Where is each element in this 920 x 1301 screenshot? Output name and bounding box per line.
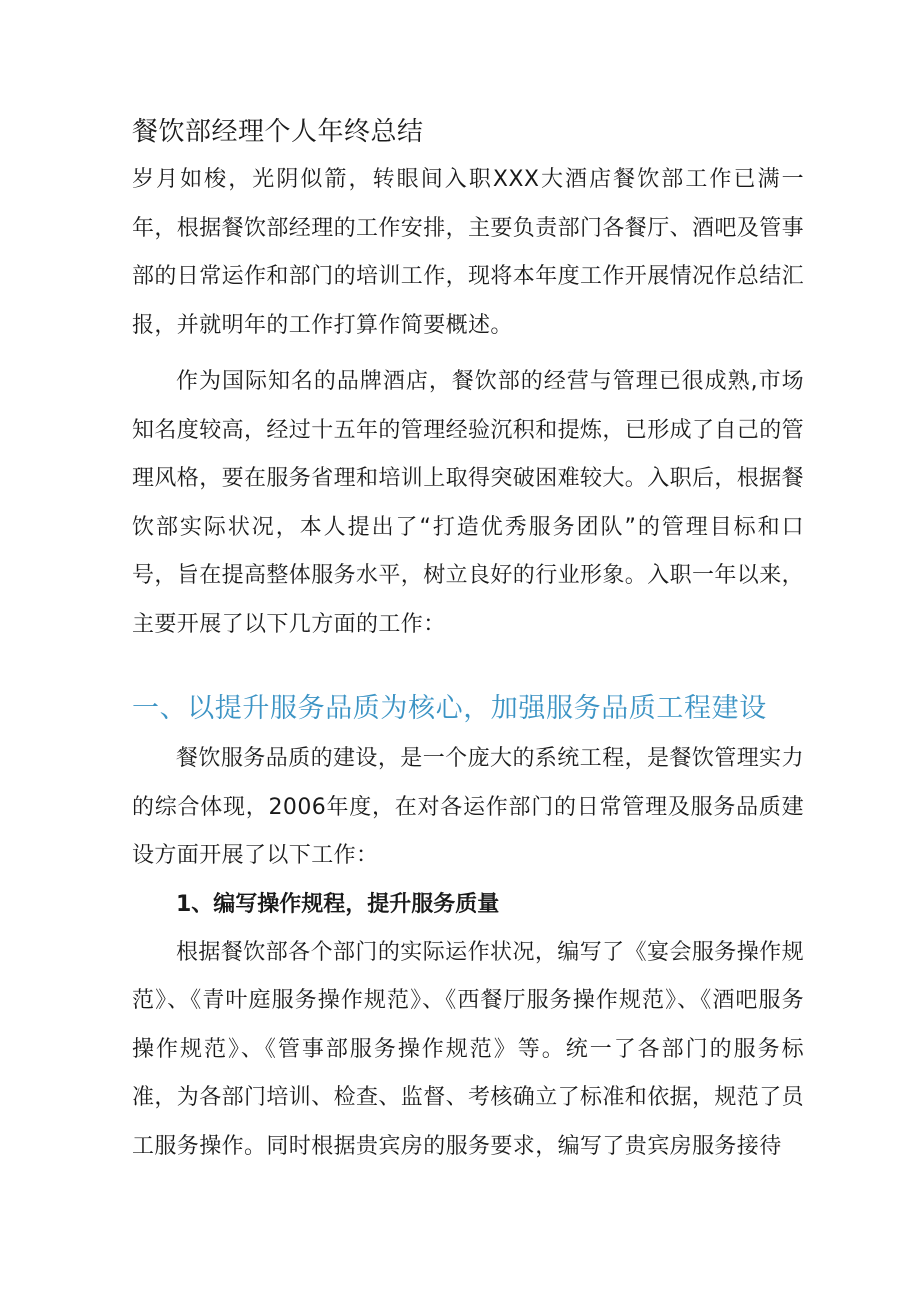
- background-paragraph: 作为国际知名的品牌酒店，餐饮部的经营与管理已很成熟,市场知名度较高，经过十五年的管理经验沉积和提炼，已形成了自己的管理风格，要在服务省理和培训上取得突破困难较大。入职后，根据餐饮部实际状况，本人提出了“打造优秀服务团队”的管理目标和口号，旨在提高整体服务水平，树立良好的行业形象。入职一年以来，主要开展了以下几方面的工作：: [132, 369, 805, 637]
- subsection-1-paragraph: 根据餐饮部各个部门的实际运作状况，编写了《宴会服务操作规范》、《青叶庭服务操作规范》、《西餐厅服务操作规范》、《酒吧服务操作规范》、《管事部服务操作规范》等。统一了各部门的服务标准，为各部门培训、检查、监督、考核确立了标准和依据，规范了员工服务操作。同时根据贵宾房的服务要求，编写了贵宾房服务接待: [132, 939, 805, 1159]
- subsection-1-heading: 1、编写操作规程，提升服务质量: [176, 891, 500, 917]
- section-1-paragraph: 餐饮服务品质的建设，是一个庞大的系统工程，是餐饮管理实力的综合体现，2006年度，在对各运作部门的日常管理及服务品质建设方面开展了以下工作：: [132, 746, 804, 868]
- document-title: 餐饮部经理个人年终总结: [132, 117, 424, 147]
- document-page: [132, 108, 804, 1171]
- section-1-heading: 一、以提升服务品质为核心，加强服务品质工程建设: [132, 693, 767, 724]
- intro-paragraph: 岁月如梭，光阴似箭，转眼间入职XXX大酒店餐饮部工作已满一年，根据餐饮部经理的工作安排，主要负责部门各餐厅、酒吧及管事部的日常运作和部门的培训工作，现将本年度工作开展情况作总结汇报，并就明年的工作打算作简要概述。: [132, 167, 805, 338]
